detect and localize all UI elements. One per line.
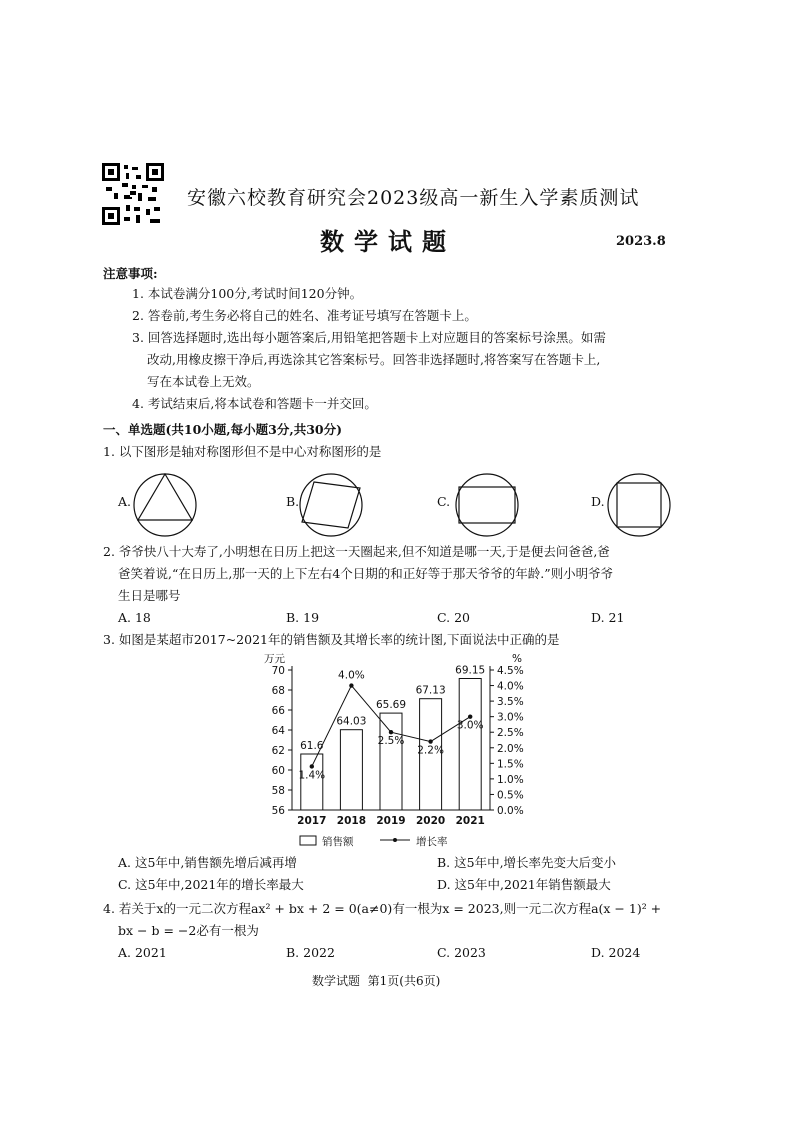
circle-parallelogram-figure	[296, 470, 366, 540]
q2-option-a: A. 18	[118, 610, 151, 625]
sales-bar	[301, 754, 323, 810]
sales-bar	[340, 730, 362, 810]
growth-rate-label: 2.2%	[417, 744, 444, 757]
sales-value-label: 69.15	[455, 664, 486, 677]
sales-value-label: 67.13	[415, 684, 446, 697]
growth-rate-label: 3.0%	[456, 719, 484, 732]
growth-rate-point	[389, 730, 393, 734]
question-2-line: 爸笑着说,“在日历上,那一天的上下左右4个日期的和正好等于那天爷爷的年龄.”则小明爷爷	[118, 566, 614, 581]
q3-option-a: A. 这5年中,销售额先增后减再增	[118, 855, 297, 870]
sales-value-label: 65.69	[375, 699, 407, 712]
notice-item: 1. 本试卷满分100分,考试时间120分钟。	[132, 286, 363, 301]
legend-bar-swatch	[300, 836, 316, 845]
x-tick-label: 2017	[297, 815, 327, 827]
question-2-line: 2. 爷爷快八十大寿了,小明想在日历上把这一天圈起来,但不知道是哪一天,于是便去问爸爸,爸	[103, 544, 610, 559]
y-tick-label-right: 3.0%	[497, 711, 524, 724]
y-tick-label-left: 68	[271, 685, 285, 697]
x-tick-label: 2018	[336, 815, 367, 827]
y-tick-label-left: 58	[271, 785, 285, 797]
notice-item: 4. 考试结束后,将本试卷和答题卡一并交回。	[132, 396, 377, 411]
y-tick-label-right: 2.5%	[497, 727, 524, 740]
y-tick-label-left: 64	[271, 725, 285, 737]
y-tick-label-right: 1.0%	[497, 773, 524, 786]
notice-item: 改动,用橡皮擦干净后,再选涂其它答案标号。回答非选择题时,将答案写在答题卡上,	[147, 352, 601, 367]
growth-rate-point	[310, 764, 314, 768]
y-axis-label-right: %	[512, 653, 522, 665]
question-4-line: bx − b = −2必有一根为	[118, 923, 259, 938]
q3-option-c: C. 这5年中,2021年的增长率最大	[118, 877, 304, 892]
x-tick-label: 2019	[376, 815, 406, 827]
sales-bar	[380, 713, 402, 810]
question-3: 3. 如图是某超市2017~2021年的销售额及其增长率的统计图,下面说法中正确的是	[103, 632, 560, 647]
notice-item: 3. 回答选择题时,选出每小题答案后,用铅笔把答题卡上对应题目的答案标号涂黑。如需	[132, 330, 606, 345]
q4-option-b: B. 2022	[286, 945, 335, 960]
y-tick-label-left: 62	[271, 745, 285, 757]
q1-option-a: A.	[118, 494, 132, 509]
q1-option-c: C.	[437, 494, 451, 509]
y-axis-label-left: 万元	[264, 653, 285, 665]
q4-option-d: D. 2024	[591, 945, 641, 960]
growth-rate-point	[349, 683, 353, 687]
notice-item: 写在本试卷上无效。	[147, 374, 260, 389]
y-tick-label-left: 60	[271, 765, 285, 777]
y-tick-label-left: 66	[271, 705, 285, 717]
q2-option-c: C. 20	[437, 610, 470, 625]
x-tick-label: 2020	[415, 815, 446, 827]
exam-title: 安徽六校教育研究会2023级高一新生入学素质测试	[187, 187, 640, 209]
sales-value-label: 64.03	[336, 715, 367, 728]
growth-rate-point	[428, 739, 432, 743]
y-tick-label-right: 4.0%	[497, 680, 524, 693]
y-tick-label-right: 1.5%	[497, 758, 524, 771]
q2-option-d: D. 21	[591, 610, 625, 625]
q1-option-b: B.	[286, 494, 300, 509]
sales-value-label: 61.6	[300, 740, 324, 752]
legend-sales-label: 销售额	[322, 836, 354, 848]
notice-heading: 注意事项:	[103, 266, 158, 281]
q3-option-d: D. 这5年中,2021年销售额最大	[437, 877, 611, 892]
question-4-line: 4. 若关于x的一元二次方程ax² + bx + 2 = 0(a≠0)有一根为x = 2023,则一元二次方程a(x − 1)² +	[103, 901, 662, 916]
q4-option-c: C. 2023	[437, 945, 486, 960]
y-tick-label-right: 0.0%	[497, 805, 524, 817]
q4-option-a: A. 2021	[118, 945, 167, 960]
y-tick-label-right: 2.0%	[497, 742, 524, 755]
growth-rate-label: 4.0%	[338, 669, 365, 682]
circle-rectangle-figure	[450, 470, 525, 540]
sales-bar	[459, 679, 481, 811]
legend-line-point	[393, 838, 397, 842]
question-1: 1. 以下图形是轴对称图形但不是中心对称图形的是	[103, 444, 382, 459]
y-tick-label-right: 3.5%	[497, 696, 524, 709]
y-tick-label-left: 70	[271, 665, 285, 677]
growth-rate-label: 1.4%	[298, 769, 326, 782]
circle-triangle-figure	[132, 470, 202, 540]
y-tick-label-right: 0.5%	[497, 789, 524, 802]
circle-square-figure	[604, 470, 674, 540]
q2-option-b: B. 19	[286, 610, 320, 625]
notice-item: 2. 答卷前,考生务必将自己的姓名、准考证号填写在答题卡上。	[132, 308, 477, 323]
y-tick-label-right: 4.5%	[497, 665, 524, 677]
q3-option-b: B. 这5年中,增长率先变大后变小	[437, 855, 617, 870]
page-footer: 数学试题 第1页(共6页)	[312, 974, 441, 988]
question-2-line: 生日是哪号	[118, 588, 181, 603]
q1-option-d: D.	[591, 494, 605, 509]
x-tick-label: 2021	[455, 815, 485, 827]
sales-growth-chart	[230, 650, 570, 850]
y-tick-label-left: 56	[271, 805, 285, 817]
exam-date: 2023.8	[616, 234, 666, 249]
growth-rate-point	[468, 714, 472, 718]
growth-rate-label: 2.5%	[377, 735, 405, 748]
qr-code	[102, 163, 164, 225]
subject-title: 数学试题	[320, 227, 456, 256]
section-heading: 一、单选题(共10小题,每小题3分,共30分)	[103, 422, 343, 437]
legend-rate-label: 增长率	[416, 836, 448, 848]
